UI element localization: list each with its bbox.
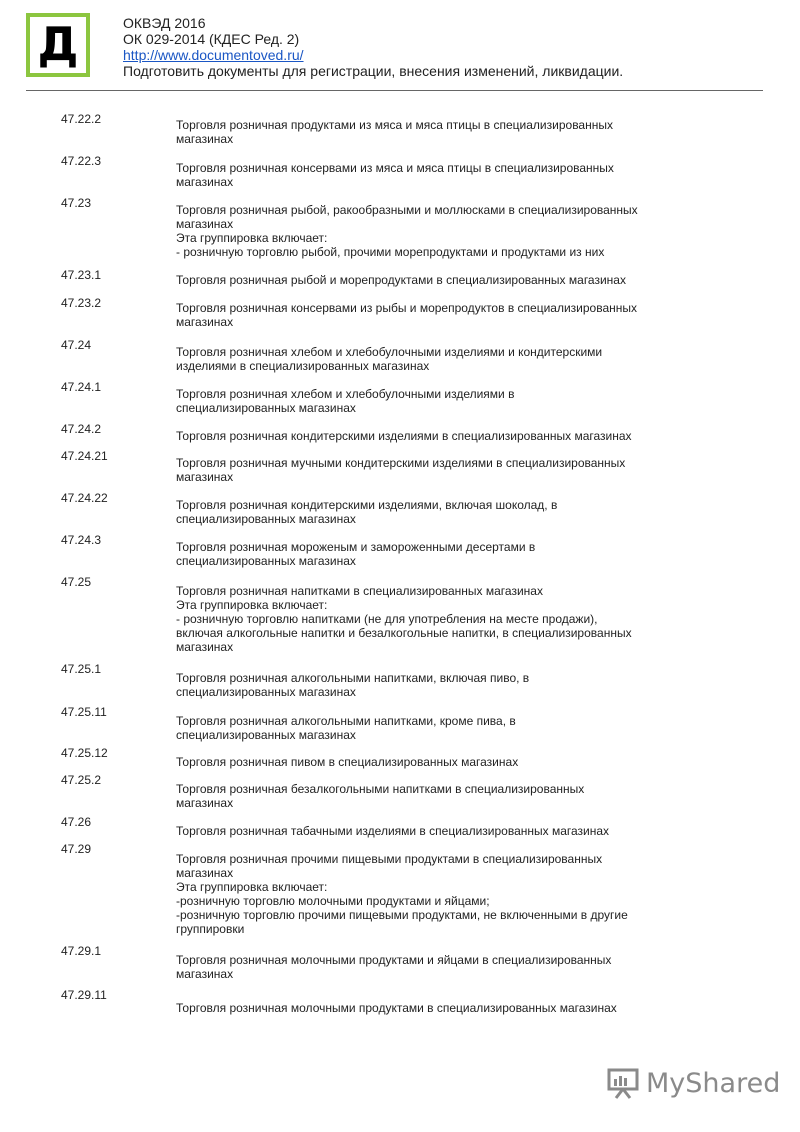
document-header: [123, 15, 623, 79]
okved-code: 47.24.21: [61, 449, 108, 463]
description-line: Торговля розничная хлебом и хлебобулочными изделиями и кондитерскими: [176, 345, 603, 359]
okved-description: [176, 714, 716, 742]
okved-description: [176, 203, 716, 259]
okved-description: [176, 387, 716, 415]
okved-description: [176, 584, 716, 654]
description-line: Торговля розничная молочными продуктами и яйцами в специализированных: [176, 953, 612, 967]
description-line: магазинах: [176, 640, 234, 654]
okved-description: [176, 1001, 716, 1015]
okved-code: 47.24: [61, 338, 92, 352]
okved-description: [176, 301, 716, 329]
okved-description: [176, 161, 716, 189]
description-line: включая алкогольные напитки и безалкогольные напитки, в специализированных: [176, 626, 632, 640]
description-line: специализированных магазинах: [176, 728, 356, 742]
logo-letter: Д: [37, 17, 79, 71]
okved-code: 47.23: [61, 196, 92, 210]
description-line: магазинах: [176, 217, 234, 231]
okved-code: 47.22.2: [61, 112, 102, 126]
description-line: Торговля розничная пивом в специализированных магазинах: [176, 755, 519, 769]
okved-description: [176, 953, 716, 981]
description-line: Торговля розничная продуктами из мяса и мяса птицы в специализированных: [176, 118, 613, 132]
documentoved-logo: [26, 13, 90, 77]
okved-code: 47.25.11: [61, 705, 107, 719]
description-line: изделиями в специализированных магазинах: [176, 359, 430, 373]
description-line: Торговля розничная напитками в специализированных магазинах: [176, 584, 543, 598]
description-line: Торговля розничная безалкогольными напитками в специализированных: [176, 782, 585, 796]
header-tagline: Подготовить документы для регистрации, внесения изменений, ликвидации.: [123, 63, 624, 79]
okved-code: 47.22.3: [61, 154, 102, 168]
description-line: Торговля розничная алкогольными напитками, кроме пива, в: [176, 714, 516, 728]
presentation-board-icon: [606, 1066, 640, 1100]
description-line: Эта группировка включает:: [176, 880, 328, 894]
header-title: ОКВЭД 2016: [123, 15, 206, 31]
description-line: магазинах: [176, 315, 234, 329]
description-line: -розничную торговлю прочими пищевыми продуктами, не включенными в другие: [176, 908, 628, 922]
description-line: Эта группировка включает:: [176, 598, 328, 612]
okved-code: 47.29.11: [61, 988, 107, 1002]
okved-code: 47.24.3: [61, 533, 102, 547]
okved-code: 47.25.12: [61, 746, 108, 760]
okved-description: [176, 852, 716, 936]
description-line: Торговля розничная кондитерскими изделиями в специализированных магазинах: [176, 429, 632, 443]
okved-code: 47.24.2: [61, 422, 102, 436]
okved-code: 47.23.1: [61, 268, 102, 282]
description-line: магазинах: [176, 132, 234, 146]
okved-description: [176, 824, 716, 838]
okved-code: 47.23.2: [61, 296, 102, 310]
okved-description: [176, 671, 716, 699]
description-line: Торговля розничная табачными изделиями в специализированных магазинах: [176, 824, 610, 838]
watermark-text: MyShared: [646, 1067, 781, 1099]
description-line: магазинах: [176, 967, 234, 981]
okved-code: 47.25.1: [61, 662, 102, 676]
description-line: Торговля розничная рыбой, ракообразными и моллюсками в специализированных: [176, 203, 638, 217]
header-link[interactable]: http://www.documentoved.ru/: [123, 47, 304, 63]
description-line: магазинах: [176, 175, 234, 189]
okved-description: [176, 429, 716, 443]
header-subtitle: ОК 029-2014 (КДЕС Ред. 2): [123, 31, 300, 47]
description-line: Торговля розничная молочными продуктами в специализированных магазинах: [176, 1001, 617, 1015]
description-line: Торговля розничная мучными кондитерскими изделиями в специализированных: [176, 456, 626, 470]
okved-description: [176, 345, 716, 373]
okved-code: 47.25: [61, 575, 92, 589]
description-line: специализированных магазинах: [176, 512, 356, 526]
description-line: Торговля розничная алкогольными напитками, включая пиво, в: [176, 671, 530, 685]
description-line: Эта группировка включает:: [176, 231, 328, 245]
description-line: Торговля розничная консервами из рыбы и морепродуктов в специализированных: [176, 301, 637, 315]
description-line: -розничную торговлю молочными продуктами и яйцами;: [176, 894, 490, 908]
okved-code: 47.26: [61, 815, 92, 829]
okved-description: [176, 498, 716, 526]
header-divider: [26, 90, 763, 91]
okved-code: 47.29.1: [61, 944, 102, 958]
description-line: специализированных магазинах: [176, 401, 356, 415]
description-line: магазинах: [176, 796, 234, 810]
description-line: магазинах: [176, 470, 234, 484]
description-line: Торговля розничная кондитерскими изделиями, включая шоколад, в: [176, 498, 558, 512]
okved-code: 47.24.22: [61, 491, 108, 505]
myshared-watermark: [606, 1066, 780, 1100]
okved-code: 47.29: [61, 842, 92, 856]
description-line: специализированных магазинах: [176, 554, 356, 568]
description-line: - розничную торговлю рыбой, прочими морепродуктами и продуктами из них: [176, 245, 605, 259]
okved-description: [176, 118, 716, 146]
description-line: Торговля розничная прочими пищевыми продуктами в специализированных: [176, 852, 603, 866]
description-line: специализированных магазинах: [176, 685, 356, 699]
okved-description: [176, 540, 716, 568]
description-line: Торговля розничная мороженым и замороженными десертами в: [176, 540, 536, 554]
okved-description: [176, 273, 716, 287]
description-line: - розничную торговлю напитками (не для употребления на месте продажи),: [176, 612, 598, 626]
description-line: Торговля розничная консервами из мяса и мяса птицы в специализированных: [176, 161, 614, 175]
okved-description: [176, 782, 716, 810]
okved-description: [176, 456, 716, 484]
okved-code: 47.24.1: [61, 380, 102, 394]
description-line: группировки: [176, 922, 245, 936]
okved-code: 47.25.2: [61, 773, 102, 787]
description-line: Торговля розничная рыбой и морепродуктами в специализированных магазинах: [176, 273, 626, 287]
okved-description: [176, 755, 716, 769]
description-line: Торговля розничная хлебом и хлебобулочными изделиями в: [176, 387, 515, 401]
description-line: магазинах: [176, 866, 234, 880]
